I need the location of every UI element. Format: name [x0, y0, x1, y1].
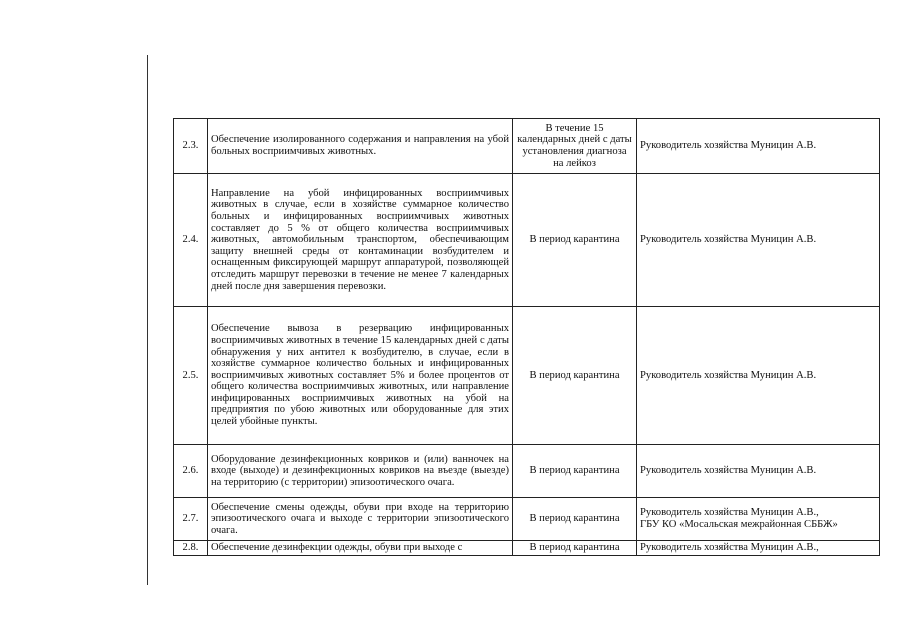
row-number: 2.4. [174, 174, 208, 307]
responsible-line: ГБУ КО «Мосальская межрайонная СББЖ» [640, 519, 838, 530]
responsible-line: Руководитель хозяйства Муницин А.В., [640, 507, 819, 519]
row-term: В период карантина [513, 541, 637, 556]
responsible-line: Руководитель хозяйства Муницин А.В. [640, 234, 817, 246]
row-number: 2.7. [174, 498, 208, 541]
table-row [174, 119, 880, 174]
row-number: 2.3. [174, 119, 208, 174]
row-term: В течение 15 календарных дней с даты установления диагноза на лейкоз [513, 119, 637, 174]
page-margin-line [147, 55, 148, 585]
row-number: 2.5. [174, 307, 208, 445]
responsible-line: Руководитель хозяйства Муницин А.В., [640, 542, 819, 553]
responsible-line: Руководитель хозяйства Муницин А.В. [640, 369, 817, 381]
measures-table [173, 118, 880, 556]
row-term: В период карантина [513, 498, 637, 541]
row-term: В период карантина [513, 445, 637, 498]
row-term: В период карантина [513, 307, 637, 445]
row-number: 2.6. [174, 445, 208, 498]
row-responsible [637, 498, 880, 541]
row-responsible [637, 541, 880, 556]
row-description: Обеспечение дезинфекции одежды, обуви при выходе с [208, 541, 513, 556]
table-row [174, 174, 880, 307]
row-description: Направление на убой инфицированных восприимчивых животных в случае, если в хозяйстве суммарное количество больных и инфицированных восприимчивых животных составляет до 5 % от общего количества восприимчивых животных, автомобильным транспортом, обеспечивающим защиту внешней среды от контаминации возбудителем и оснащенным фиксирующей маршрут аппаратурой, позволяющей отследить маршрут перевозки в течение не менее 7 календарных дней после дня завершения перевозки. [208, 174, 513, 307]
row-description: Обеспечение смены одежды, обуви при входе на территорию эпизоотического очага и выходе с территории эпизоотического очага. [208, 498, 513, 541]
row-responsible [637, 307, 880, 445]
table-row [174, 541, 880, 556]
row-responsible [637, 119, 880, 174]
row-number: 2.8. [174, 541, 208, 556]
table-row [174, 307, 880, 445]
responsible-line: Руководитель хозяйства Муницин А.В. [640, 140, 817, 152]
table-row [174, 498, 880, 541]
row-term: В период карантина [513, 174, 637, 307]
row-description: Оборудование дезинфекционных ковриков и (или) ванночек на входе (выходе) и дезинфекционных ковриков на въезде (выезде) на территорию (с территории) эпизоотического очага. [208, 445, 513, 498]
row-description: Обеспечение вывоза в резервацию инфицированных восприимчивых животных в течение 15 календарных дней с даты обнаружения у них антител к возбудителю, в случае, если в хозяйстве суммарное количество больных и инфицированных восприимчивых животных составляет 5% и более процентов от общего количества восприимчивых животных, или направление инфицированных восприимчивых животных на убой на предприятия по убою животных или оборудованные для этих целей убойные пункты. [208, 307, 513, 445]
row-responsible [637, 174, 880, 307]
table-row [174, 445, 880, 498]
responsible-line: Руководитель хозяйства Муницин А.В. [640, 465, 817, 477]
row-description: Обеспечение изолированного содержания и направления на убой больных восприимчивых животных. [208, 119, 513, 174]
row-responsible [637, 445, 880, 498]
